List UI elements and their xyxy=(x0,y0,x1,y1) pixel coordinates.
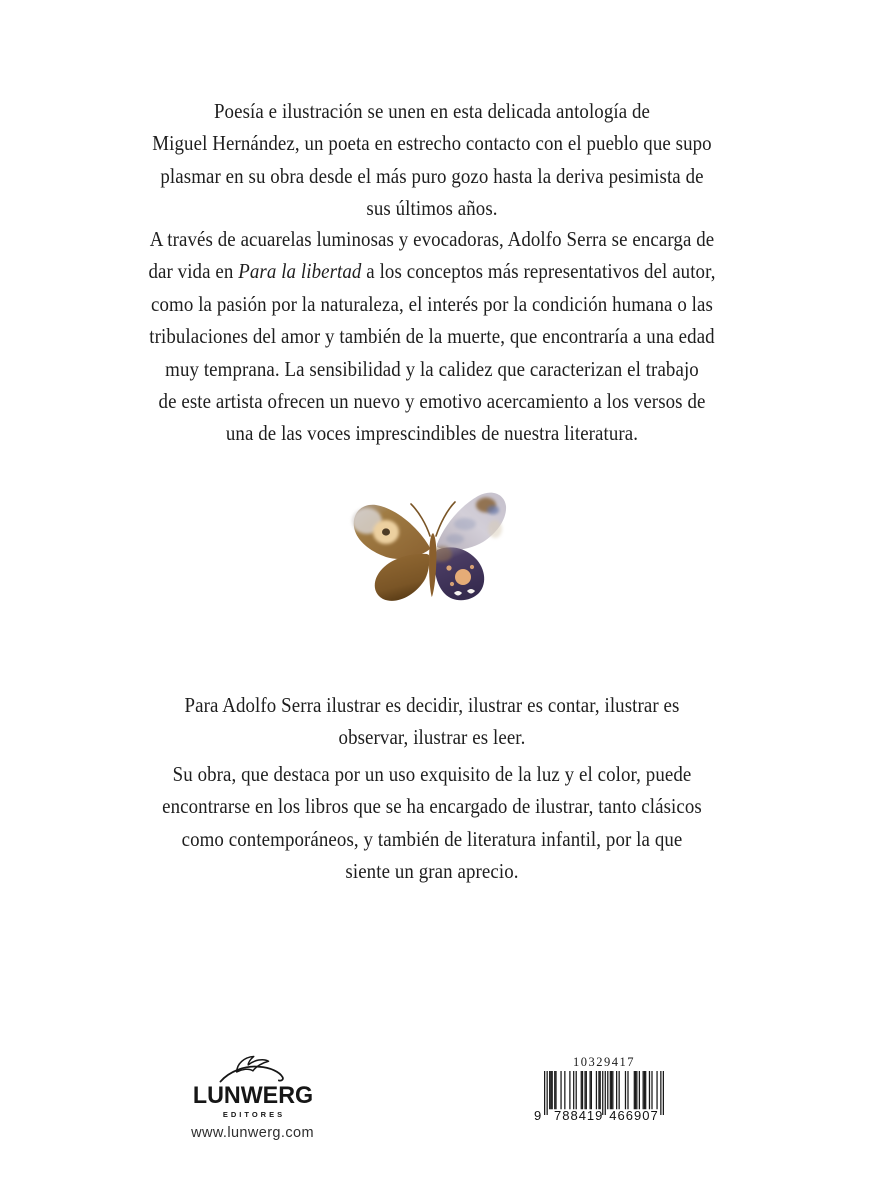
text-segment: dar vida en xyxy=(148,259,239,284)
text-line: Para Adolfo Serra ilustrar es decidir, ilustrar es contar, ilustrar es xyxy=(184,693,680,717)
text-line: tribulaciones del amor y también de la muerte, que encontraría a una edad xyxy=(149,324,715,349)
book-title-italic: Para la libertad xyxy=(238,259,362,284)
barcode-number-above: 10329417 xyxy=(573,1055,635,1069)
text-line: siente un gran aprecio. xyxy=(345,859,519,884)
butterfly-body xyxy=(429,533,436,597)
text-line: Miguel Hernández, un poeta en estrecho contacto con el pueblo que supo xyxy=(152,131,712,156)
barcode-block xyxy=(534,1055,664,1123)
text-line: A través de acuarelas luminosas y evocadoras, Adolfo Serra se encarga de xyxy=(149,227,715,251)
text-line: muy temprana. La sensibilidad y la calidez que caracterizan el trabajo xyxy=(165,356,699,381)
publisher-logo-block xyxy=(180,1052,325,1141)
text-line: como contemporáneos, y también de literatura infantil, por la que xyxy=(181,826,683,851)
text-line: Su obra, que destaca por un uso exquisito de la luz y el color, puede xyxy=(172,762,692,786)
author-note-paragraph-1 xyxy=(90,689,774,754)
publisher-name: LUNWERG xyxy=(192,1082,313,1109)
synopsis-paragraph-1 xyxy=(90,95,774,225)
synopsis-paragraph-2 xyxy=(90,223,774,450)
isbn-prefix-digit: 9 xyxy=(534,1108,543,1123)
text-line: observar, ilustrar es leer. xyxy=(338,725,526,750)
butterfly-illustration xyxy=(345,484,525,624)
text-line: encontrarse en los libros que se ha encargado de ilustrar, tanto clásicos xyxy=(162,794,702,819)
publisher-website: www.lunwerg.com xyxy=(191,1125,314,1141)
butterfly-left-hindwing xyxy=(375,554,430,601)
text-segment: a los conceptos más representativos del autor, xyxy=(361,259,716,284)
text-line xyxy=(90,255,774,287)
text-line: sus últimos años. xyxy=(366,196,498,221)
publisher-subtitle: EDITORES xyxy=(222,1110,286,1119)
author-note-paragraph-2 xyxy=(90,758,774,888)
text-line: una de las voces imprescindibles de nuestra literatura. xyxy=(225,421,639,446)
isbn-group-right: 466907 xyxy=(609,1108,659,1123)
bird-logo-icon xyxy=(214,1052,292,1086)
isbn-digits xyxy=(534,1108,664,1123)
text-line: plasmar en su obra desde el más puro gozo hasta la deriva pesimista de xyxy=(160,163,704,188)
text-line: Poesía e ilustración se unen en esta delicada antología de xyxy=(213,99,651,123)
text-line: como la pasión por la naturaleza, el interés por la condición humana o las xyxy=(151,291,713,316)
text-line: de este artista ofrecen un nuevo y emotivo acercamiento a los versos de xyxy=(158,389,706,414)
isbn-group-left: 788419 xyxy=(554,1108,604,1123)
